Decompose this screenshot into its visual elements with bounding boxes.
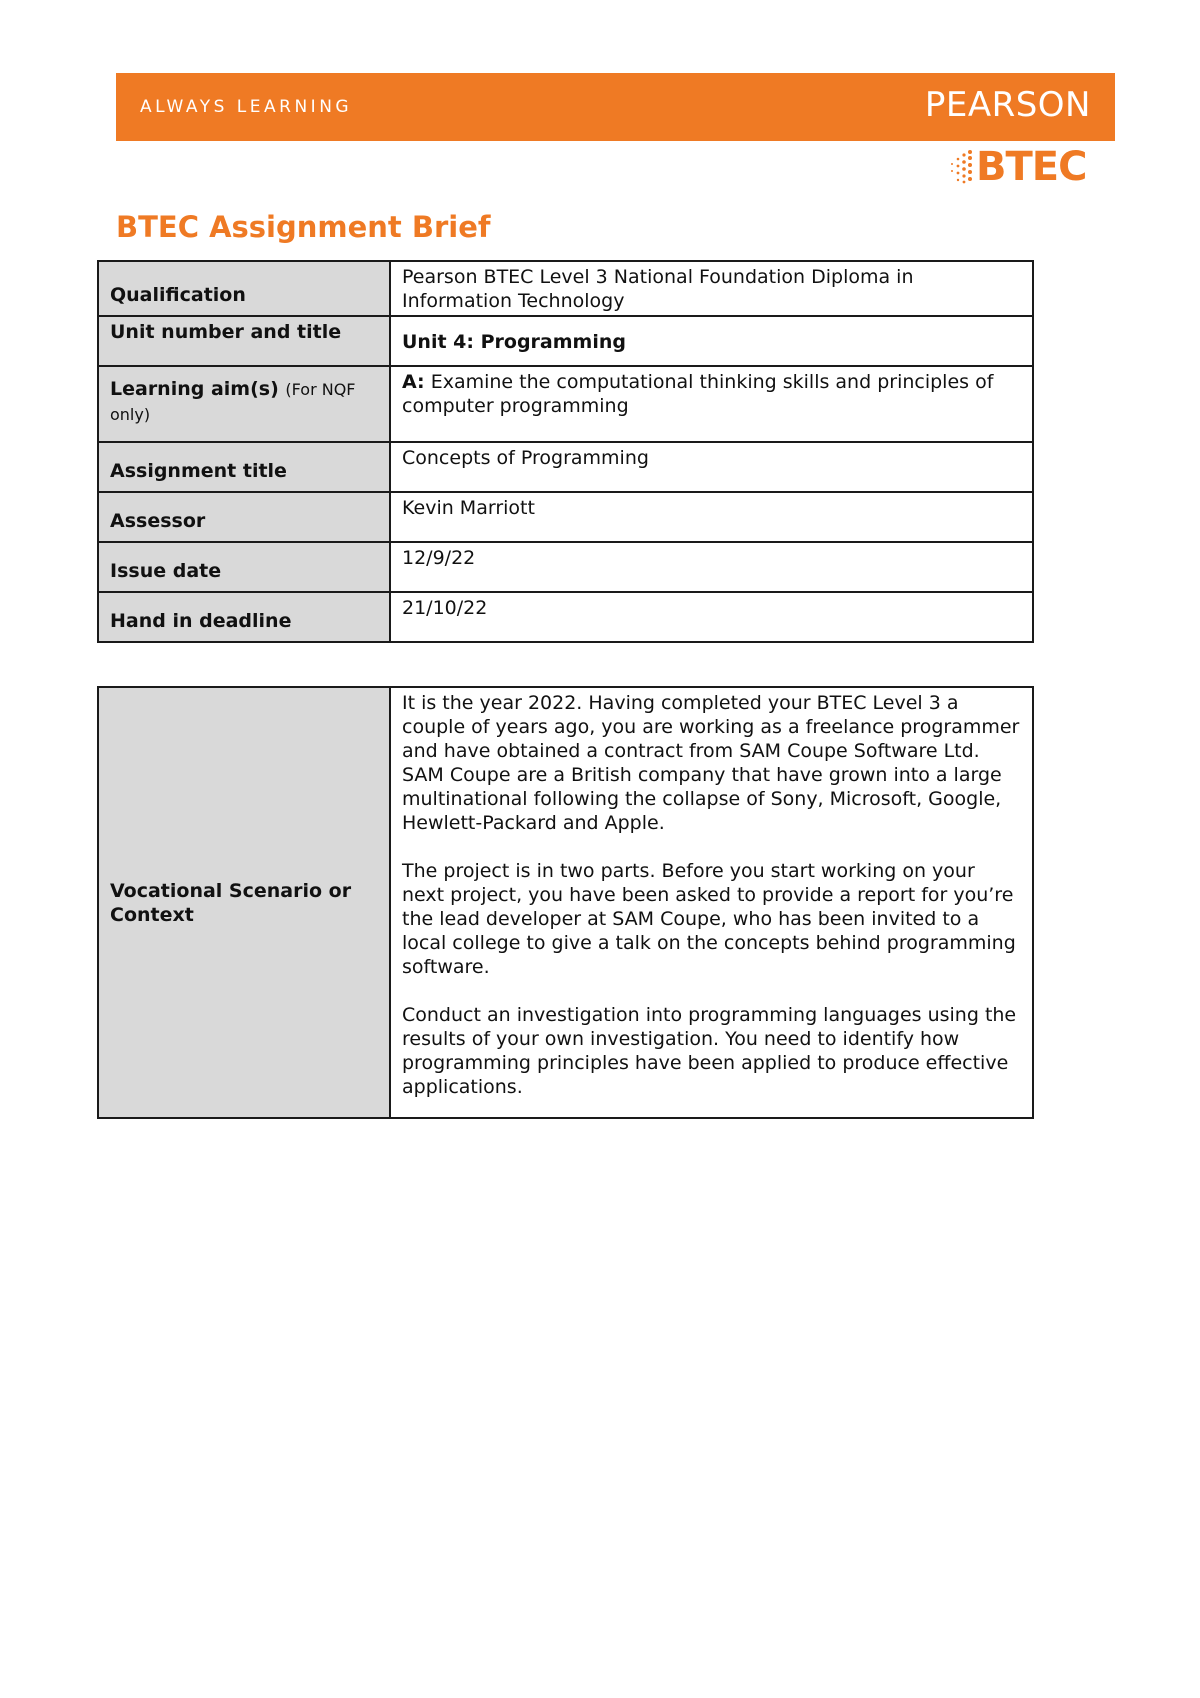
unit-label: Unit number and title [98,316,390,366]
btec-logo [946,144,1086,190]
scenario-paragraph-3: Conduct an investigation into programming languages using the results of your own investigation. You need to identify how programming principles have been applied to produce effective applications. [402,1004,1017,1098]
table-row-learning-aim [98,366,1033,442]
table-row-deadline [98,592,1033,642]
table-row-qualification [98,261,1033,316]
table-row-assessor [98,492,1033,542]
scenario-label: Vocational Scenario or Context [98,687,390,1118]
assessor-label: Assessor [98,492,390,542]
btec-dots-icon [946,148,974,186]
issue-date-value: 12/9/22 [390,542,1033,592]
page-title: BTEC Assignment Brief [116,210,491,244]
assignment-title-label: Assignment title [98,442,390,492]
assessor-value: Kevin Marriott [390,492,1033,542]
learning-aim-prefix: A: [402,371,425,393]
learning-aim-label [98,366,390,442]
qualification-value: Pearson BTEC Level 3 National Foundation Diploma in Information Technology [390,261,1033,316]
learning-aim-note: (For NQF only) [110,379,356,424]
table-row-assignment-title [98,442,1033,492]
header-banner [116,73,1115,141]
deadline-label: Hand in deadline [98,592,390,642]
btec-logo-text: BTEC [976,144,1087,190]
table-row-scenario [98,687,1033,1118]
scenario-paragraph-2: The project is in two parts. Before you start working on your next project, you have been asked to provide a report for you’re the lead developer at SAM Coupe, who has been invited to a local college to give a talk on the concepts behind programming software. [402,860,1016,978]
learning-aim-label-text: Learning aim(s) [110,377,279,400]
learning-aim-text: Examine the computational thinking skills and principles of computer programming [402,371,994,417]
table-row-issue-date [98,542,1033,592]
qualification-label: Qualification [98,261,390,316]
scenario-text [390,687,1033,1118]
unit-value: Unit 4: Programming [390,316,1033,366]
pearson-logo: PEARSON [924,85,1091,125]
learning-aim-value [390,366,1033,442]
assignment-title-value: Concepts of Programming [390,442,1033,492]
banner-tagline: ALWAYS LEARNING [140,97,353,117]
deadline-value: 21/10/22 [390,592,1033,642]
scenario-table [97,686,1034,1119]
scenario-paragraph-1: It is the year 2022. Having completed your BTEC Level 3 a couple of years ago, you are working as a freelance programmer and have obtained a contract from SAM Coupe Software Ltd. SAM Coupe are a British company that have grown into a large multinational following the collapse of Sony, Microsoft, Google, Hewlett-Packard and Apple. [402,692,1020,834]
assignment-info-table [97,260,1034,643]
table-row-unit [98,316,1033,366]
issue-date-label: Issue date [98,542,390,592]
